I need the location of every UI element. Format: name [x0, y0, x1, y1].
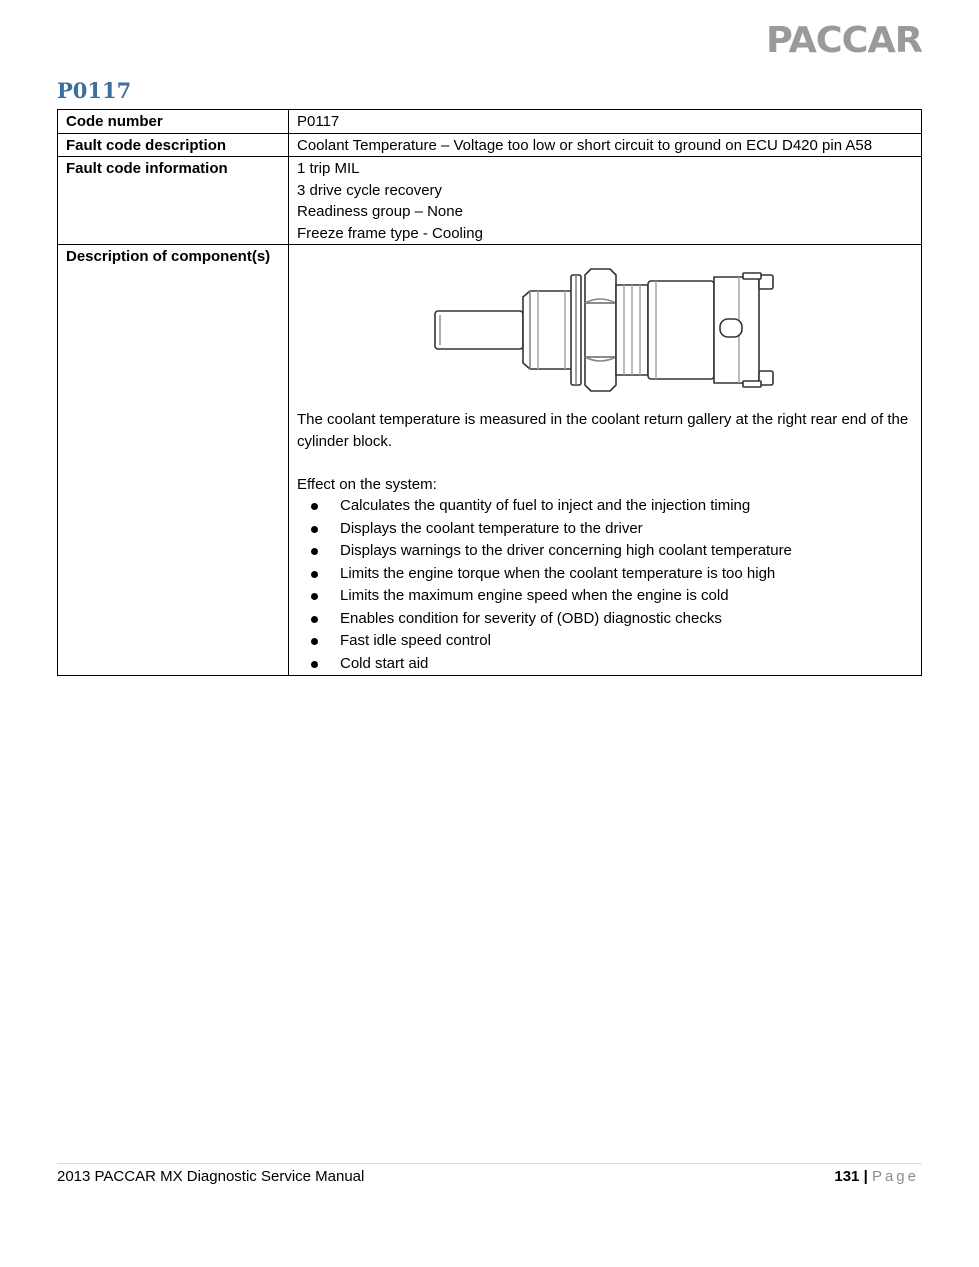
- effect-text: Fast idle speed control: [340, 632, 491, 649]
- effect-text: Limits the maximum engine speed when the engine is cold: [340, 587, 729, 604]
- list-item: [297, 540, 913, 563]
- list-item: [297, 630, 913, 653]
- coolant-temperature-sensor-drawing-icon: [434, 267, 779, 393]
- fault-information-value: [289, 157, 922, 245]
- bullet-icon: [311, 593, 318, 600]
- effect-text: Displays warnings to the driver concerning high coolant temperature: [340, 542, 792, 559]
- footer-divider: [57, 1163, 922, 1164]
- page-word: Page: [871, 1168, 919, 1185]
- component-text: The coolant temperature is measured in the coolant return gallery at the right rear end of the cylinder block.: [297, 411, 909, 450]
- effects-list: [297, 495, 913, 675]
- component-label: Description of component(s): [58, 245, 289, 676]
- paccar-logo: [766, 20, 924, 56]
- fault-information-label: Fault code information: [58, 157, 289, 245]
- effect-text: Cold start aid: [340, 654, 429, 672]
- fault-description-label: Fault code description: [58, 133, 289, 157]
- table-row-description: [58, 133, 922, 157]
- fault-description-value: Coolant Temperature – Voltage too low or short circuit to ground on ECU D420 pin A58: [289, 133, 922, 157]
- info-line: Freeze frame type - Cooling: [297, 224, 483, 242]
- spacer: [297, 452, 913, 474]
- bullet-icon: [311, 661, 318, 668]
- table-row-code-number: [58, 110, 922, 134]
- list-item: [297, 518, 913, 541]
- component-description: [289, 245, 922, 676]
- code-number-label: Code number: [58, 110, 289, 134]
- list-item: [297, 653, 913, 676]
- info-line: 3 drive cycle recovery: [297, 181, 443, 199]
- list-item: [297, 608, 913, 631]
- fault-code-table: [57, 109, 922, 676]
- list-item: [297, 563, 913, 586]
- info-line: 1 trip MIL: [297, 160, 360, 177]
- effect-text: Displays the coolant temperature to the driver: [340, 519, 643, 537]
- list-item: [297, 495, 913, 518]
- bullet-icon: [311, 526, 318, 533]
- effect-text: Limits the engine torque when the coolant temperature is too high: [340, 564, 776, 582]
- effect-text: Calculates the quantity of fuel to inject and the injection timing: [340, 497, 751, 514]
- table-row-information: [58, 157, 922, 245]
- footer-manual-title: 2013 PACCAR MX Diagnostic Service Manual: [57, 1168, 365, 1185]
- effect-heading: Effect on the system:: [297, 475, 437, 493]
- page-separator: |: [863, 1168, 868, 1185]
- page-title: P0117: [57, 78, 132, 103]
- svg-text:PACCAR: PACCAR: [766, 20, 923, 56]
- table-row-component: [58, 245, 922, 676]
- bullet-icon: [311, 638, 318, 645]
- bullet-icon: [311, 548, 318, 555]
- list-item: [297, 585, 913, 608]
- effect-text: Enables condition for severity of (OBD) diagnostic checks: [340, 609, 722, 627]
- page-number: 131: [834, 1168, 860, 1185]
- bullet-icon: [311, 616, 318, 623]
- bullet-icon: [311, 571, 318, 578]
- code-number-value: P0117: [289, 110, 922, 134]
- sensor-figure: [297, 246, 913, 409]
- bullet-icon: [311, 503, 318, 510]
- info-line: Readiness group – None: [297, 203, 463, 220]
- footer-page-number: [834, 1168, 919, 1185]
